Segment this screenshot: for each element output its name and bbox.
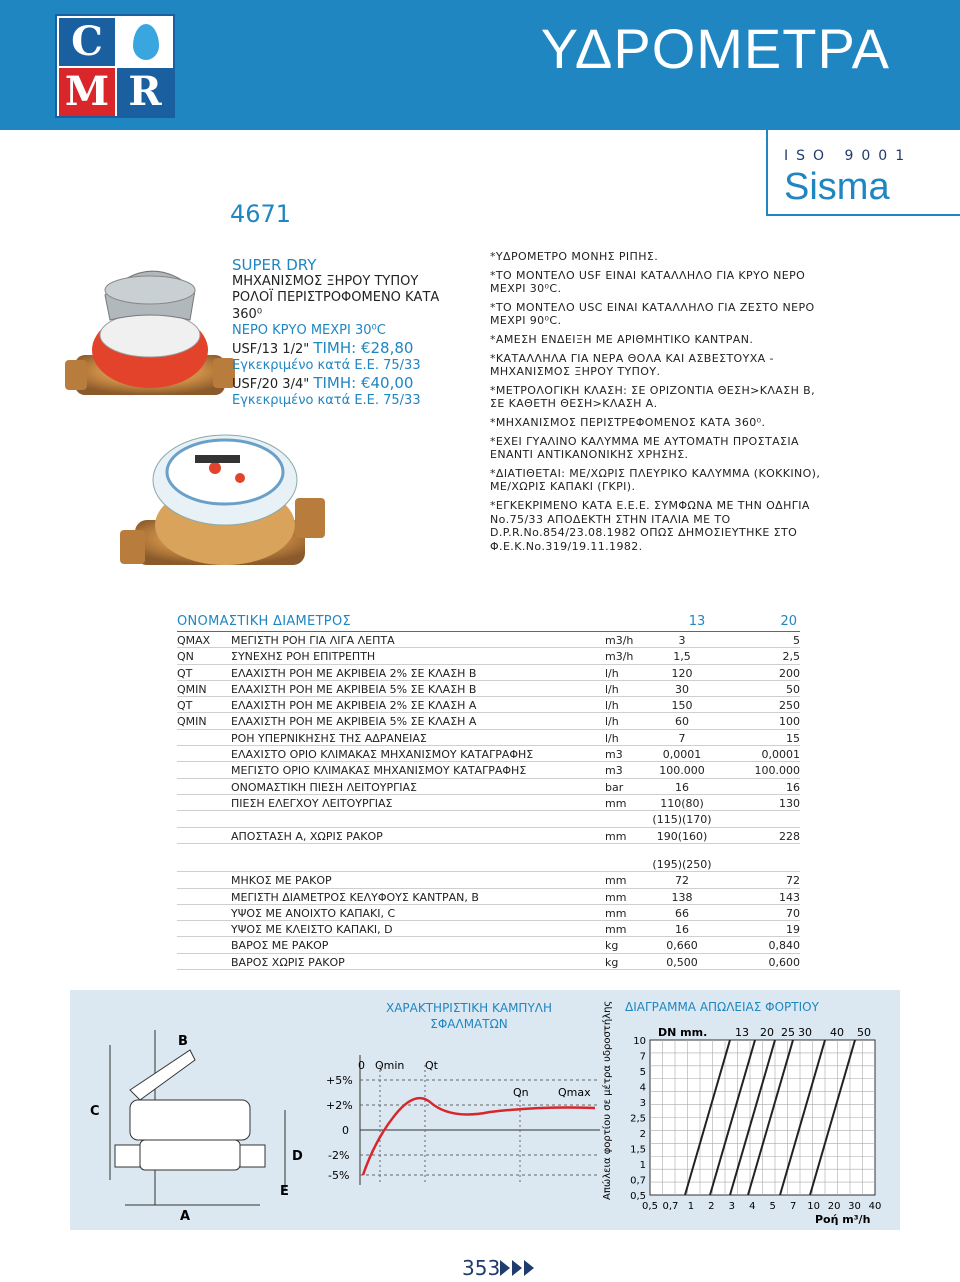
cell-unit: kg	[605, 955, 619, 969]
variant1-approval: Εγκεκριμένο κατά Ε.Ε. 75/33	[232, 358, 421, 373]
spec-table-header	[177, 612, 800, 632]
cell-v13: 66	[675, 906, 689, 920]
feature-item: *ΜΕΤΡΟΛΟΓΙΚΗ ΚΛΑΣΗ: ΣΕ ΟΡΙΖΟΝΤΙΑ ΘΕΣΗ>ΚΛΑΣΗ Β, ΣΕ ΚΑΘΕΤΗ ΘΕΣΗ>ΚΛΑΣΗ Α.	[490, 383, 815, 411]
table-row	[177, 856, 800, 872]
cell-unit: mm	[605, 923, 627, 937]
loss-y-tick: 0,5	[630, 1191, 646, 1202]
cell-v20: 0,600	[768, 955, 800, 969]
logo-letter-c: C	[59, 18, 115, 66]
product-line-2: ΡΟΛΟΪ ΠΕΡΙΣΤΡΟΦΟΜΕΝΟ ΚΑΤΑ	[232, 290, 440, 305]
loss-dn-value: 13	[735, 1026, 749, 1039]
dimensions-table	[177, 856, 800, 970]
error-top-label: 0	[358, 1059, 365, 1072]
table-row	[177, 730, 800, 746]
table-row	[177, 954, 800, 970]
feature-item: *ΚΑΤΑΛΛΗΛΑ ΓΙΑ ΝΕΡΑ ΘΟΛΑ ΚΑΙ ΑΣΒΕΣΤΟΥΧΑ - ΜΗΧΑΝΙΣΜΟΣ ΞΗΡΟΥ ΤΥΠΟΥ.	[490, 351, 774, 379]
loss-x-tick: 10	[807, 1201, 821, 1212]
error-y-label: +2%	[326, 1099, 353, 1112]
dim-label-b: B	[178, 1034, 188, 1049]
loss-y-tick: 2	[639, 1129, 646, 1140]
feature-item: *ΑΜΕΣΗ ΕΝΔΕΙΞΗ ΜΕ ΑΡΙΘΜΗΤΙΚΟ ΚΑΝΤΡΑΝ.	[490, 332, 754, 346]
meter-base	[140, 1140, 240, 1170]
cell-desc: ΕΛΑΧΙΣΤΗ ΡΟΗ ΜΕ ΑΚΡΙΒΕΙΑ 5% ΣΕ ΚΛΑΣΗ Β	[231, 682, 477, 696]
cell-v20: 15	[786, 731, 800, 745]
iso-label: ISO 9001	[784, 148, 913, 164]
cell-v20: 0,0001	[761, 748, 800, 762]
cell-desc: ΥΨΟΣ ΜΕ ΚΛΕΙΣΤΟ ΚΑΠΑΚΙ, D	[231, 923, 393, 937]
cell-unit: mm	[605, 829, 627, 843]
error-y-label: -2%	[328, 1149, 350, 1162]
dim-label-d: D	[292, 1149, 303, 1164]
table-row	[177, 905, 800, 921]
table-row	[177, 713, 800, 729]
cell-v13: 3	[678, 634, 686, 647]
cell-unit: mm	[605, 796, 627, 810]
variant2-model: USF/20 3/4"	[232, 376, 310, 392]
table-row	[177, 762, 800, 778]
cell-desc: ΒΑΡΟΣ ΜΕ ΡΑΚΟΡ	[231, 939, 329, 953]
product-info	[232, 257, 477, 410]
cell-desc: ΑΠΟΣΤΑΣΗ Α, ΧΩΡΙΣ ΡΑΚΟΡ	[231, 829, 383, 843]
cell-v13: 100.000	[659, 764, 705, 778]
product-line-1: ΜΗΧΑΝΙΣΜΟΣ ΞΗΡΟΥ ΤΥΠΟΥ	[232, 273, 419, 289]
cell-unit: l/h	[605, 699, 619, 713]
table-row	[177, 746, 800, 762]
cell-v13: 60	[675, 715, 689, 729]
cell-sym: QN	[177, 650, 194, 664]
cell-unit: mm	[605, 890, 627, 904]
error-curve-chart	[326, 1055, 600, 1185]
cmr-logo	[55, 14, 175, 118]
cell-v20: 200	[779, 666, 800, 680]
error-curve-title: ΧΑΡΑΚΤΗΡΙΣΤΙΚΗ ΚΑΜΠΥΛΗ ΣΦΑΛΜΑΤΩΝ	[385, 1001, 553, 1031]
table-row	[177, 872, 800, 888]
error-y-label: 0	[342, 1124, 349, 1137]
cell-desc: ΒΑΡΟΣ ΧΩΡΙΣ ΡΑΚΟΡ	[231, 955, 345, 969]
product-name: SUPER DRY	[232, 256, 317, 274]
error-y-label: -5%	[328, 1169, 350, 1182]
cell-v20: 228	[779, 829, 800, 843]
cell-desc: ΕΛΑΧΙΣΤΟ ΟΡΙΟ ΚΛΙΜΑΚΑΣ ΜΗΧΑΝΙΣΜΟΥ ΚΑΤΑΓΡΑΦΗΣ	[231, 748, 534, 762]
cell-unit: l/h	[605, 666, 619, 680]
loss-x-tick: 7	[789, 1201, 797, 1212]
feature-item: *ΜΗΧΑΝΙΣΜΟΣ ΠΕΡΙΣΤΡΕΦΟΜΕΝΟΣ ΚΑΤΑ 360⁰.	[490, 415, 766, 429]
cell-v13: 0,0001	[662, 748, 702, 762]
cell-v20: 130	[779, 796, 800, 810]
table-row	[177, 697, 800, 713]
loss-y-tick: 0,7	[630, 1175, 646, 1187]
loss-y-axis-label: Απώλεια φορτίου σε μέτρα υδροστήλης	[602, 1000, 613, 1200]
cell-unit: mm	[605, 906, 627, 920]
loss-y-ticks	[630, 1036, 646, 1202]
cell-v13: (115)(170)	[652, 813, 712, 827]
dim-label-c: C	[90, 1104, 100, 1119]
cell-unit: m3	[605, 748, 623, 762]
loss-x-ticks	[642, 1201, 881, 1212]
loss-dn-value: 50	[857, 1026, 871, 1039]
feature-item: *ΔΙΑΤΙΘΕΤΑΙ: ΜΕ/ΧΩΡΙΣ ΠΛΕΥΡΙΚΟ ΚΑΛΥΜΜΑ (ΚΟΚΚΙΝΟ), ΜΕ/ΧΩΡΙΣ ΚΑΠΑΚΙ (ΓΚΡΙ).	[490, 466, 821, 494]
cell-v13: 30	[675, 682, 689, 696]
cell-sym: QT	[177, 699, 193, 713]
cell-desc: ΜΗΚΟΣ ΜΕ ΡΑΚΟΡ	[231, 874, 332, 888]
table-row	[177, 779, 800, 795]
cell-unit: m3/h	[605, 650, 634, 664]
cell-sym: QMIN	[177, 682, 207, 696]
cell-v13: 138	[671, 890, 693, 904]
product-code: 4671	[230, 200, 292, 228]
table-row	[177, 937, 800, 953]
loss-y-tick: 4	[639, 1082, 646, 1094]
cell-desc: ΥΨΟΣ ΜΕ ΑΝΟΙΧΤΟ ΚΑΠΑΚΙ, C	[231, 906, 396, 920]
loss-y-tick: 7	[639, 1051, 646, 1063]
loss-dn-value: 25	[781, 1026, 795, 1039]
cell-unit: bar	[605, 780, 624, 794]
cell-desc: ΜΕΓΙΣΤΗ ΔΙΑΜΕΤΡΟΣ ΚΕΛΥΦΟΥΣ ΚΑΝΤΡΑΝ, Β	[231, 890, 479, 904]
cell-desc: ΜΕΓΙΣΤΗ ΡΟΗ ΓΙΑ ΛΙΓΑ ΛΕΠΤΑ	[231, 634, 395, 647]
cell-desc: ΕΛΑΧΙΣΤΗ ΡΟΗ ΜΕ ΑΚΡΙΒΕΙΑ 2% ΣΕ ΚΛΑΣΗ Α	[231, 699, 477, 713]
cell-v13: (195)(250)	[652, 858, 712, 871]
loss-x-tick: 30	[848, 1201, 861, 1212]
cell-v20: 100.000	[754, 764, 800, 778]
loss-x-tick: 20	[827, 1201, 841, 1212]
cell-desc: ΟΝΟΜΑΣΤΙΚΗ ΠΙΕΣΗ ΛΕΙΤΟΥΡΓΙΑΣ	[231, 780, 417, 794]
table-row	[177, 811, 800, 827]
loss-y-tick: 1,5	[630, 1144, 646, 1156]
spec-header-col-13: 13	[688, 614, 706, 629]
cell-sym: QMIN	[177, 715, 207, 729]
logo-letter-m: M	[59, 68, 115, 116]
error-curve-line	[363, 1098, 595, 1175]
loss-x-axis-label: Ροή m³/h	[815, 1213, 871, 1226]
cell-unit: l/h	[605, 731, 619, 745]
loss-dn-label: DN mm.	[658, 1026, 708, 1039]
loss-chart-title: ΔΙΑΓΡΑΜΜΑ ΑΠΩΛΕΙΑΣ ΦΟΡΤΙΟΥ	[625, 1000, 819, 1014]
feature-item: *ΥΔΡΟΜΕΤΡΟ ΜΟΝΗΣ ΡΙΠΗΣ.	[490, 250, 659, 263]
cell-v13: 1,5	[673, 650, 691, 664]
cell-v20: 19	[786, 923, 800, 937]
loss-x-tick: 4	[749, 1201, 756, 1212]
loss-x-tick: 3	[728, 1201, 736, 1212]
dim-label-a: A	[180, 1209, 191, 1224]
brand-logo: Sisma	[784, 166, 890, 208]
table-row	[177, 648, 800, 664]
error-y-label: +5%	[326, 1074, 353, 1087]
feature-list	[490, 250, 830, 558]
cell-v13: 110(80)	[660, 796, 704, 810]
cell-v13: 120	[671, 666, 693, 680]
cell-desc: ΜΕΓΙΣΤΟ ΟΡΙΟ ΚΛΙΜΑΚΑΣ ΜΗΧΑΝΙΣΜΟΥ ΚΑΤΑΓΡΑΦΗΣ	[231, 764, 527, 778]
loss-dn-value: 30	[798, 1026, 812, 1039]
cell-unit: l/h	[605, 682, 619, 696]
error-top-label: Qmin	[375, 1059, 405, 1072]
cell-v20: 143	[779, 890, 800, 904]
loss-y-tick: 5	[639, 1067, 646, 1078]
cell-desc: ΕΛΑΧΙΣΤΗ ΡΟΗ ΜΕ ΑΚΡΙΒΕΙΑ 5% ΣΕ ΚΛΑΣΗ Α	[231, 715, 477, 729]
page-arrows-icon	[500, 1260, 542, 1276]
error-right-label: Qmax	[558, 1086, 591, 1099]
spec-header-label: ΟΝΟΜΑΣΤΙΚΗ ΔΙΑΜΕΤΡΟΣ	[177, 614, 351, 629]
page-number: 353	[462, 1256, 501, 1280]
page-title: ΥΔΡΟΜΕΤΡΑ	[540, 17, 890, 80]
spec-table	[177, 632, 800, 844]
meter-lid	[130, 1050, 195, 1100]
table-row	[177, 889, 800, 905]
error-right-label: Qn	[513, 1086, 529, 1099]
logo-letter-r: R	[117, 68, 173, 116]
cell-v13: 7	[678, 731, 686, 745]
meter-outlet	[240, 1145, 265, 1167]
cell-v13: 16	[675, 923, 689, 937]
product-line-3: 360⁰	[232, 306, 263, 322]
cell-unit: m3	[605, 764, 623, 778]
table-row	[177, 795, 800, 811]
meter-inlet	[115, 1145, 140, 1167]
cell-unit: m3/h	[605, 634, 634, 647]
head-loss-chart	[601, 1001, 881, 1226]
loss-y-tick: 3	[639, 1098, 646, 1109]
cell-desc: ΠΙΕΣΗ ΕΛΕΓΧΟΥ ΛΕΙΤΟΥΡΓΙΑΣ	[231, 796, 393, 810]
loss-x-tick: 2	[708, 1201, 715, 1212]
cell-v20: 50	[786, 682, 800, 696]
table-row	[177, 921, 800, 937]
loss-y-tick: 2,5	[630, 1113, 646, 1125]
spec-header-col-20: 20	[780, 614, 797, 629]
loss-y-tick: 10	[633, 1036, 646, 1047]
variant2-price: ΤΙΜΗ: €40,00	[313, 373, 414, 392]
feature-item: *ΕΓΚΕΚΡΙΜΕΝΟ ΚΑΤΑ Ε.Ε.Ε. ΣΥΜΦΩΝΑ ΜΕ ΤΗΝ ΟΔΗΓΙΑ Νο.75/33 ΑΠΟΔΕΚΤΗ ΣΤΗΝ ΙΤΑΛΙΑ ΜΕ ΤΟ D.P.R.No.854/23.08.1982 ΟΠΩΣ ΔΗΜΟΣΙΕΥΤΗΚΕ ΣΤΟ Φ.Ε.Κ.Νο.319/19.11.1982.	[490, 498, 810, 553]
cell-unit: l/h	[605, 715, 619, 729]
feature-item: *ΤΟ ΜΟΝΤΕΛΟ USF ΕΙΝΑΙ ΚΑΤΑΛΛΗΛΟ ΓΙΑ ΚΡΥΟ ΝΕΡΟ ΜΕΧΡΙ 30⁰C.	[490, 268, 806, 296]
loss-y-tick: 1	[639, 1160, 646, 1171]
cell-v20: 100	[779, 715, 800, 729]
cell-v13: 150	[671, 699, 693, 713]
cell-v20: 16	[786, 780, 800, 794]
variant1-price: ΤΙΜΗ: €28,80	[313, 338, 414, 357]
water-drop-icon	[133, 24, 159, 60]
loss-x-tick: 1	[687, 1201, 695, 1212]
variant1-model: USF/13 1/2"	[232, 341, 310, 357]
cell-v13: 0,660	[666, 939, 698, 953]
cell-v20: 70	[786, 906, 800, 920]
cell-v20: 0,840	[768, 939, 800, 953]
cell-unit: mm	[605, 874, 627, 888]
cell-v20: 72	[786, 874, 800, 888]
cell-v13: 190(160)	[656, 829, 708, 843]
cell-sym: QMAX	[177, 634, 211, 647]
cell-desc: ΡΟΗ ΥΠΕΡΝΙΚΗΣΗΣ ΤΗΣ ΑΔΡΑΝΕΙΑΣ	[231, 731, 427, 745]
loss-x-tick: 5	[769, 1201, 776, 1212]
cell-sym: QT	[177, 666, 193, 680]
cell-desc: ΣΥΝΕΧΗΣ ΡΟΗ ΕΠΙΤΡΕΠΤΗ	[231, 650, 376, 664]
cell-unit: kg	[605, 939, 619, 953]
table-row	[177, 828, 800, 844]
loss-dn-value: 40	[830, 1026, 844, 1039]
error-top-label: Qt	[425, 1059, 438, 1072]
loss-x-tick: 0,5	[642, 1201, 658, 1212]
product-water-temp: ΝΕΡΟ ΚΡΥΟ ΜΕΧΡΙ 30⁰C	[232, 323, 386, 338]
cell-v13: 16	[675, 780, 689, 794]
cell-desc: ΕΛΑΧΙΣΤΗ ΡΟΗ ΜΕ ΑΚΡΙΒΕΙΑ 2% ΣΕ ΚΛΑΣΗ Β	[231, 666, 477, 680]
cell-v20: 5	[793, 634, 800, 647]
dim-label-e: E	[280, 1184, 289, 1199]
table-row	[177, 681, 800, 697]
loss-x-tick: 0,7	[662, 1201, 679, 1212]
cell-v13: 0,500	[666, 955, 698, 969]
cell-v20: 250	[779, 699, 800, 713]
table-row	[177, 665, 800, 681]
variant2-approval: Εγκεκριμένο κατά Ε.Ε. 75/33	[232, 393, 421, 408]
cell-v20: 2,5	[782, 650, 800, 664]
cell-v13: 72	[675, 874, 689, 888]
loss-dn-value: 20	[760, 1026, 774, 1039]
logo-drop-cell	[117, 18, 173, 66]
meter-body	[130, 1100, 250, 1140]
feature-item: *ΕΧΕΙ ΓΥΑΛΙΝΟ ΚΑΛΥΜΜΑ ΜΕ ΑΥΤΟΜΑΤΗ ΠΡΟΣΤΑΣΙΑ ΕΝΑΝΤΙ ΑΝΤΙΚΑΝΟΝΙΚΗΣ ΧΡΗΣΗΣ.	[490, 434, 799, 462]
feature-item: *ΤΟ ΜΟΝΤΕΛΟ USC ΕΙΝΑΙ ΚΑΤΑΛΛΗΛΟ ΓΙΑ ΖΕΣΤΟ ΝΕΡΟ ΜΕΧΡΙ 90⁰C.	[490, 300, 815, 328]
loss-x-tick: 40	[868, 1201, 882, 1212]
meter-dimension-drawing	[90, 1030, 303, 1224]
table-row	[177, 632, 800, 648]
